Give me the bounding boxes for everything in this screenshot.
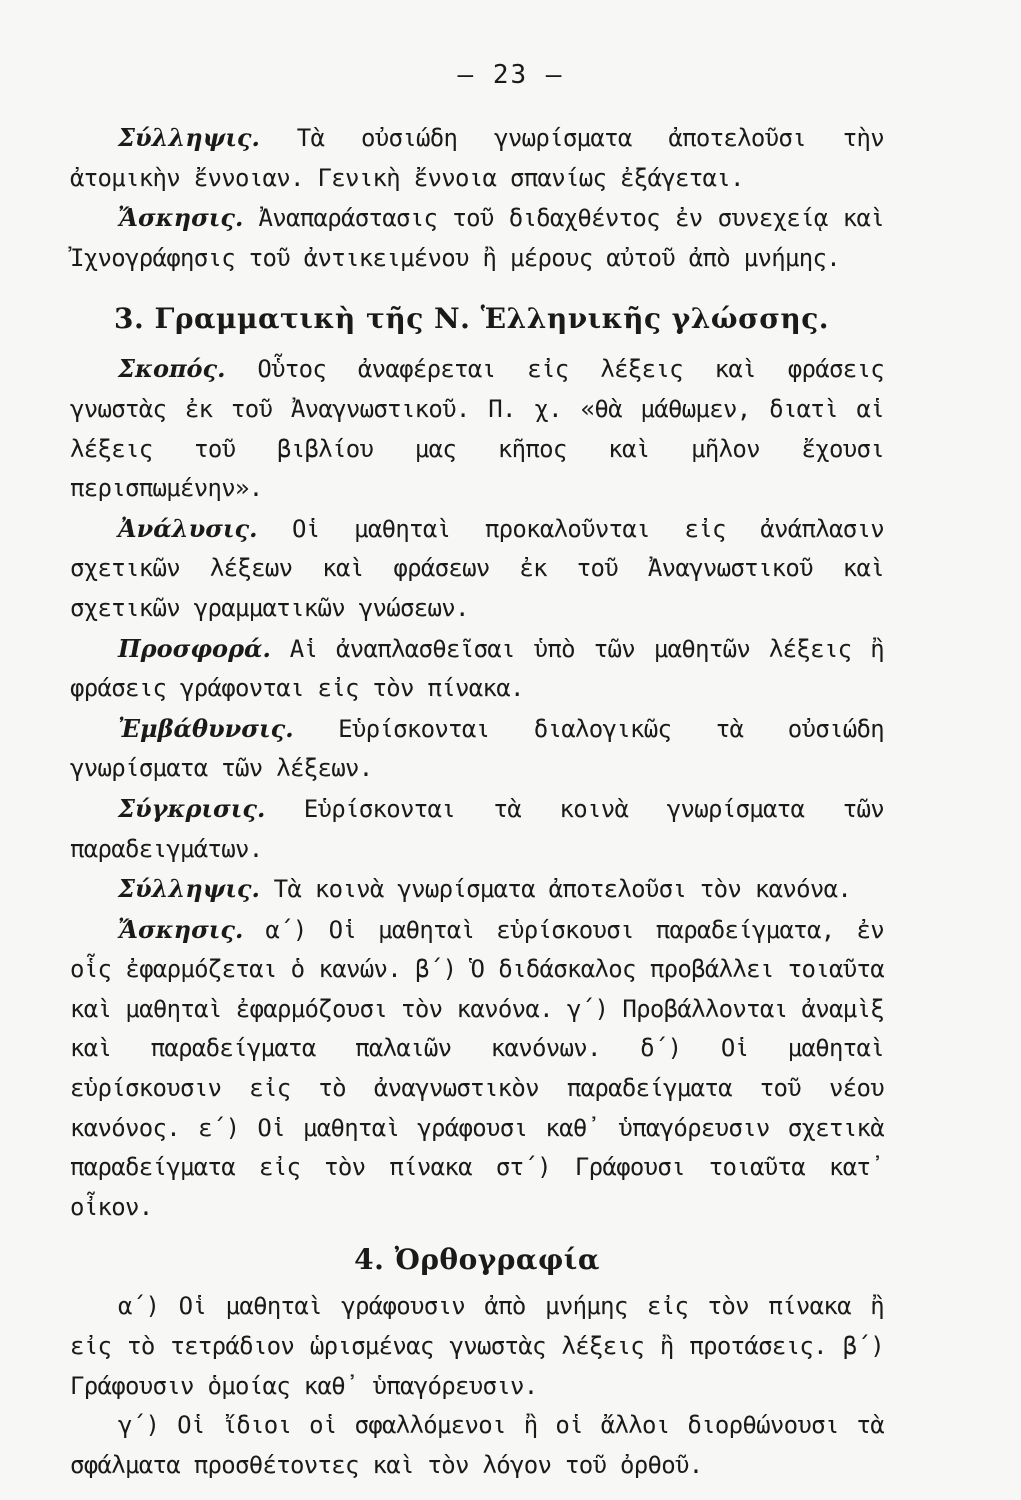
paragraph-text: Οὗτος ἀναφέρεται εἰς λέξεις καὶ φράσεις γνωστὰς ἐκ τοῦ Ἀναγνωστικοῦ. Π. χ. «θὰ μάθωμεν, διατὶ αἱ λέξεις τοῦ βιβλίου μας κῆπος καὶ μῆλον ἔχουσι περισπωμένην». xyxy=(70,355,884,503)
paragraph-text: α΄) Οἱ μαθηταὶ εὑρίσκουσι παραδείγματα, ἐν οἷς ἐφαρμόζεται ὁ κανών. β΄) Ὁ διδάσκαλος προβάλλει τοιαῦτα καὶ μαθηταὶ ἐφαρμόζουσι τὸν κανόνα. γ΄) Προβάλλονται ἀναμὶξ καὶ παραδείγματα παλαιῶν κανόνων. δ΄) Οἱ μαθηταὶ εὑρίσκουσιν εἰς τὸ ἀναγνωστικὸν παραδείγματα τοῦ νέου κανόνος. ε΄) Οἱ μαθηταὶ γράφουσι καθ᾽ ὑπαγόρευσιν σχετικὰ παραδείγματα εἰς τὸν πίνακα στ΄) Γράφουσι τοιαῦτα κατ᾽ οἶκον. xyxy=(70,915,884,1221)
paragraph-emvathynsis xyxy=(70,709,884,789)
paragraph-text: Ἀναπαράστασις τοῦ διδαχθέντος ἐν συνεχείᾳ καὶ Ἰχνογράφησις τοῦ ἀντικειμένου ἢ μέρους αὐτοῦ ἀπὸ μνήμης. xyxy=(70,204,884,272)
page-number: — 23 — xyxy=(457,60,564,90)
term-label: Σύλληψις. xyxy=(118,123,260,152)
paragraph-prosfora xyxy=(70,629,884,709)
page-body xyxy=(70,118,884,1485)
paragraph-text: Τὰ οὐσιώδη γνωρίσματα ἀποτελοῦσι τὴν ἀτομικὴν ἔννοιαν. Γενικὴ ἔννοια σπανίως ἐξάγεται. xyxy=(70,124,884,192)
paragraph-text: Οἱ μαθηταὶ προκαλοῦνται εἰς ἀνάπλασιν σχετικῶν λέξεων καὶ φράσεων ἐκ τοῦ Ἀναγνωστικοῦ καὶ σχετικῶν γραμματικῶν γνώσεων. xyxy=(70,514,884,622)
section-heading-orthography: 4. Ὀρθογραφία xyxy=(354,1243,600,1277)
paragraph-text: Αἱ ἀναπλασθεῖσαι ὑπὸ τῶν μαθητῶν λέξεις ἢ φράσεις γράφονται εἰς τὸν πίνακα. xyxy=(70,634,884,703)
term-label: Ἀνάλυσις. xyxy=(118,513,258,543)
term-label: Σύγκρισις. xyxy=(118,793,266,823)
paragraph-text: γ΄) Οἱ ἴδιοι οἱ σφαλλόμενοι ἢ οἱ ἄλλοι διορθώνουσι τὰ σφάλματα προσθέτοντες καὶ τὸν λόγον τοῦ ὀρθοῦ. xyxy=(70,1411,884,1479)
paragraph-text: α΄) Οἱ μαθηταὶ γράφουσιν ἀπὸ μνήμης εἰς τὸν πίνακα ἢ εἰς τὸ τετράδιον ὡρισμένας γνωστὰς λέξεις ἢ προτάσεις. β΄) Γράφουσιν ὁμοίας καθ᾽ ὑπαγόρευσιν. xyxy=(70,1292,884,1400)
paragraph-text: Εὑρίσκονται τὰ κοινὰ γνωρίσματα τῶν παραδειγμάτων. xyxy=(70,794,884,863)
paragraph-askisis-2 xyxy=(70,910,884,1228)
paragraph-text: Τὰ κοινὰ γνωρίσματα ἀποτελοῦσι τὸν κανόνα. xyxy=(259,875,852,904)
paragraph-sullipsis-1 xyxy=(70,118,884,198)
section-heading-grammar: 3. Γραμματικὴ τῆς Ν. Ἑλληνικῆς γλώσσης. xyxy=(114,302,830,336)
paragraph-sygkrisis xyxy=(70,789,884,869)
paragraph-skopos xyxy=(70,349,884,508)
term-label: Ἄσκησις. xyxy=(118,203,244,233)
paragraph-orthography-2 xyxy=(70,1406,884,1485)
paragraph-analysis xyxy=(70,509,884,629)
term-label: Προσφορά. xyxy=(118,633,271,663)
paragraph-askisis-1 xyxy=(70,198,884,278)
term-label: Ἄσκησις. xyxy=(118,914,244,944)
paragraph-sullipsis-2 xyxy=(70,869,884,910)
term-label: Ἐμβάθυνσις. xyxy=(118,713,294,743)
term-label: Σκοπός. xyxy=(118,354,226,384)
term-label: Σύλληψις. xyxy=(118,874,260,904)
paragraph-text: Εὑρίσκονται διαλογικῶς τὰ οὐσιώδη γνωρίσματα τῶν λέξεων. xyxy=(70,714,884,783)
paragraph-orthography-1 xyxy=(70,1287,884,1406)
